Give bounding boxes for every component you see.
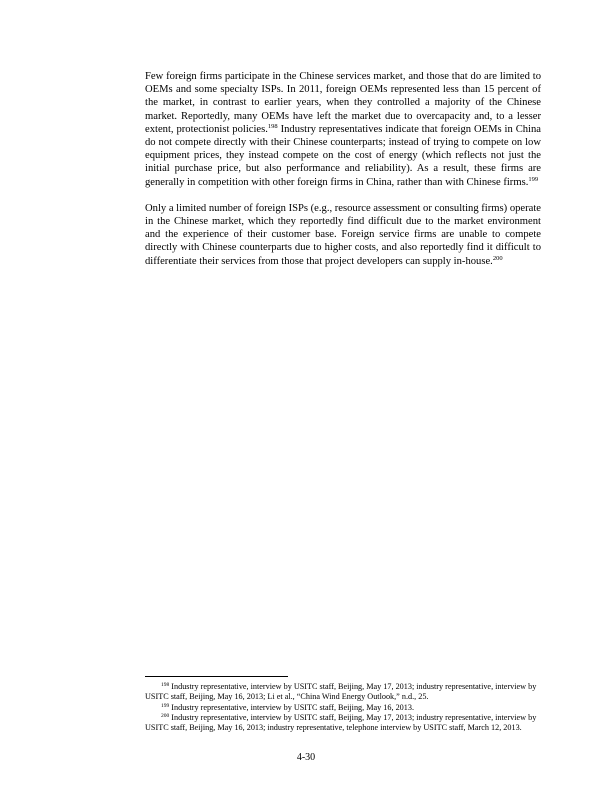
footnote-198: $^{198}$ Industry representative, interview by USITC staff, Beijing, May 17, 2013; industry representative, interview by USITC staff, Beijing, May 16, 2013; Li et al., “China Wind Energy Outlook,” n.d., 25.: [145, 682, 537, 702]
footnote-separator: [145, 676, 288, 677]
paragraph-2: Only a limited number of foreign ISPs (e.g., resource assessment or consulting firms) operate in the Chinese market, which they reportedly find difficult due to the market environment and the experience of their customer base. Foreign service firms are unable to compete directly with Chinese counterparts due to higher costs, and also reportedly find it difficult to differentiate their services from those that project developers can supply in-house.$^{200}$: [145, 202, 541, 267]
footnote-ref-198[interactable]: 198: [267, 122, 278, 130]
paragraph-1: Few foreign firms participate in the Chinese services market, and those that do are limited to OEMs and some specialty ISPs. In 2011, foreign OEMs represented less than 15 percent of the market, in contrast to earlier years, when they controlled a majority of the Chinese market. Reportedly, many OEMs have left the market due to overcapacity and, to a lesser extent, protectionist policies.$^{198}$ Industry representatives indicate that foreign OEMs in China do not compete directly with their Chinese counterparts; instead of trying to compete on low equipment prices, they instead compete on the cost of energy (which reflects not just the initial purchase price, but also performance and reliability). As a result, these firms are generally in competition with other foreign firms in China, rather than with Chinese firms.$^{199}$: [145, 71, 542, 188]
footnotes: [145, 682, 541, 733]
footnote-199: $^{199}$ Industry representative, interview by USITC staff, Beijing, May 16, 2013.: [161, 702, 414, 712]
footnote-200: $^{200}$ Industry representative, interview by USITC staff, Beijing, May 17, 2013; industry representative, interview by USITC staff, Beijing, May 16, 2013; industry representative, telephone interview by USITC staff, March 12, 2013.: [145, 712, 537, 733]
footnote-ref-200[interactable]: 200: [492, 254, 503, 262]
page-number: 4-30: [296, 752, 316, 763]
footnote-ref-199[interactable]: 199: [528, 175, 539, 183]
main-text: [145, 70, 541, 281]
